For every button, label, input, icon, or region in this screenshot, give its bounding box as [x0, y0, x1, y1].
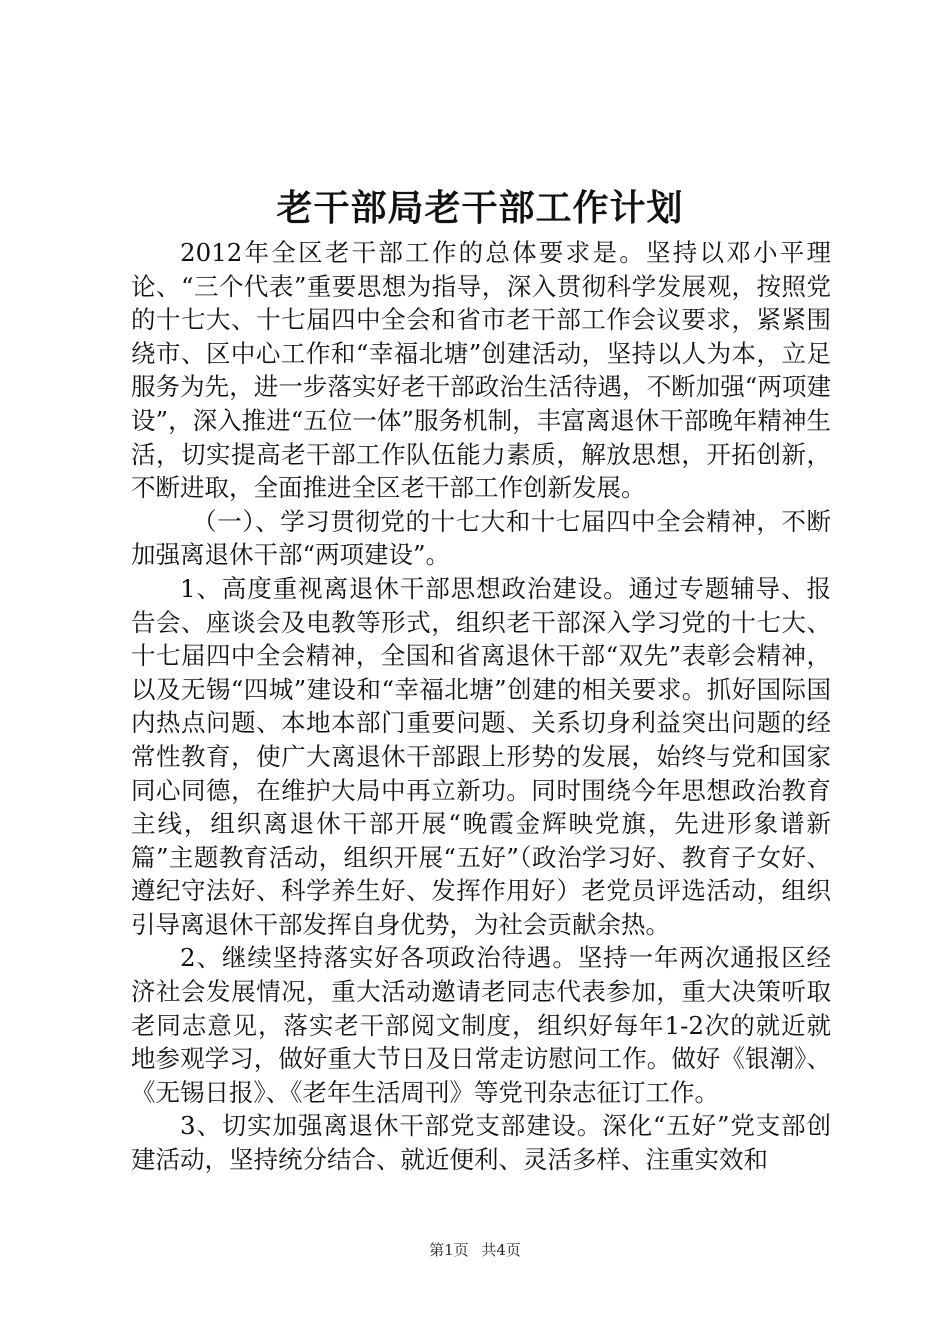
- paragraph-item-2: 2、继续坚持落实好各项政治待遇。坚持一年两次通报区经济社会发展情况，重大活动邀请老同志代表参加，重大决策听取老同志意见，落实老干部阅文制度，组织好每年1-2次的就近就地参观学习，做好重大节日及日常走访慰问工作。做好《银潮》、《无锡日报》、《老年生活周刊》等党刊杂志征订工作。: [131, 943, 831, 1107]
- paragraph-item-1: 1、高度重视离退休干部思想政治建设。通过专题辅导、报告会、座谈会及电教等形式，组织老干部深入学习党的十七大、十七届四中全会精神，全国和省离退休干部“双先”表彰会精神，以及无锡“四城”建设和“幸福北塘”创建的相关要求。抓好国际国内热点问题、本地本部门重要问题、关系切身利益突出问题的经常性教育，使广大离退休干部跟上形势的发展，始终与党和国家同心同德，在维护大局中再立新功。同时围绕今年思想政治教育主线，组织离退休干部开展“晚霞金辉映党旗，先进形象谱新篇”主题教育活动，组织开展“五好”（政治学习好、教育子女好、遵纪守法好、科学养生好、发挥作用好）老党员评选活动，组织引导离退休干部发挥自身优势，为社会贡献余热。: [131, 573, 831, 939]
- paragraph-intro: 2012年全区老干部工作的总体要求是。坚持以邓小平理论、“三个代表”重要思想为指导，深入贯彻科学发展观，按照党的十七大、十七届四中全会和省市老干部工作会议要求，紧紧围绕市、区中心工作和“幸福北塘”创建活动，坚持以人为本，立足服务为先，进一步落实好老干部政治生活待遇，不断加强“两项建设”，深入推进“五位一体”服务机制，丰富离退休干部晚年精神生活，切实提高老干部工作队伍能力素质，解放思想，开拓创新，不断进取，全面推进全区老干部工作创新发展。: [131, 238, 831, 503]
- document-title: 老干部局老干部工作计划: [276, 187, 684, 229]
- document-body: [131, 236, 831, 1177]
- page-footer: [0, 1240, 950, 1260]
- paragraph-item-3: 3、切实加强离退休干部党支部建设。深化“五好”党支部创建活动，坚持统分结合、就近便利、灵活多样、注重实效和: [131, 1111, 831, 1175]
- page-total: 共4页: [481, 1241, 521, 1259]
- section-heading-1: （一）、学习贯彻党的十七大和十七届四中全会精神，不断加强离退休干部“两项建设”。: [131, 506, 831, 570]
- page-number: 第1页: [429, 1241, 469, 1259]
